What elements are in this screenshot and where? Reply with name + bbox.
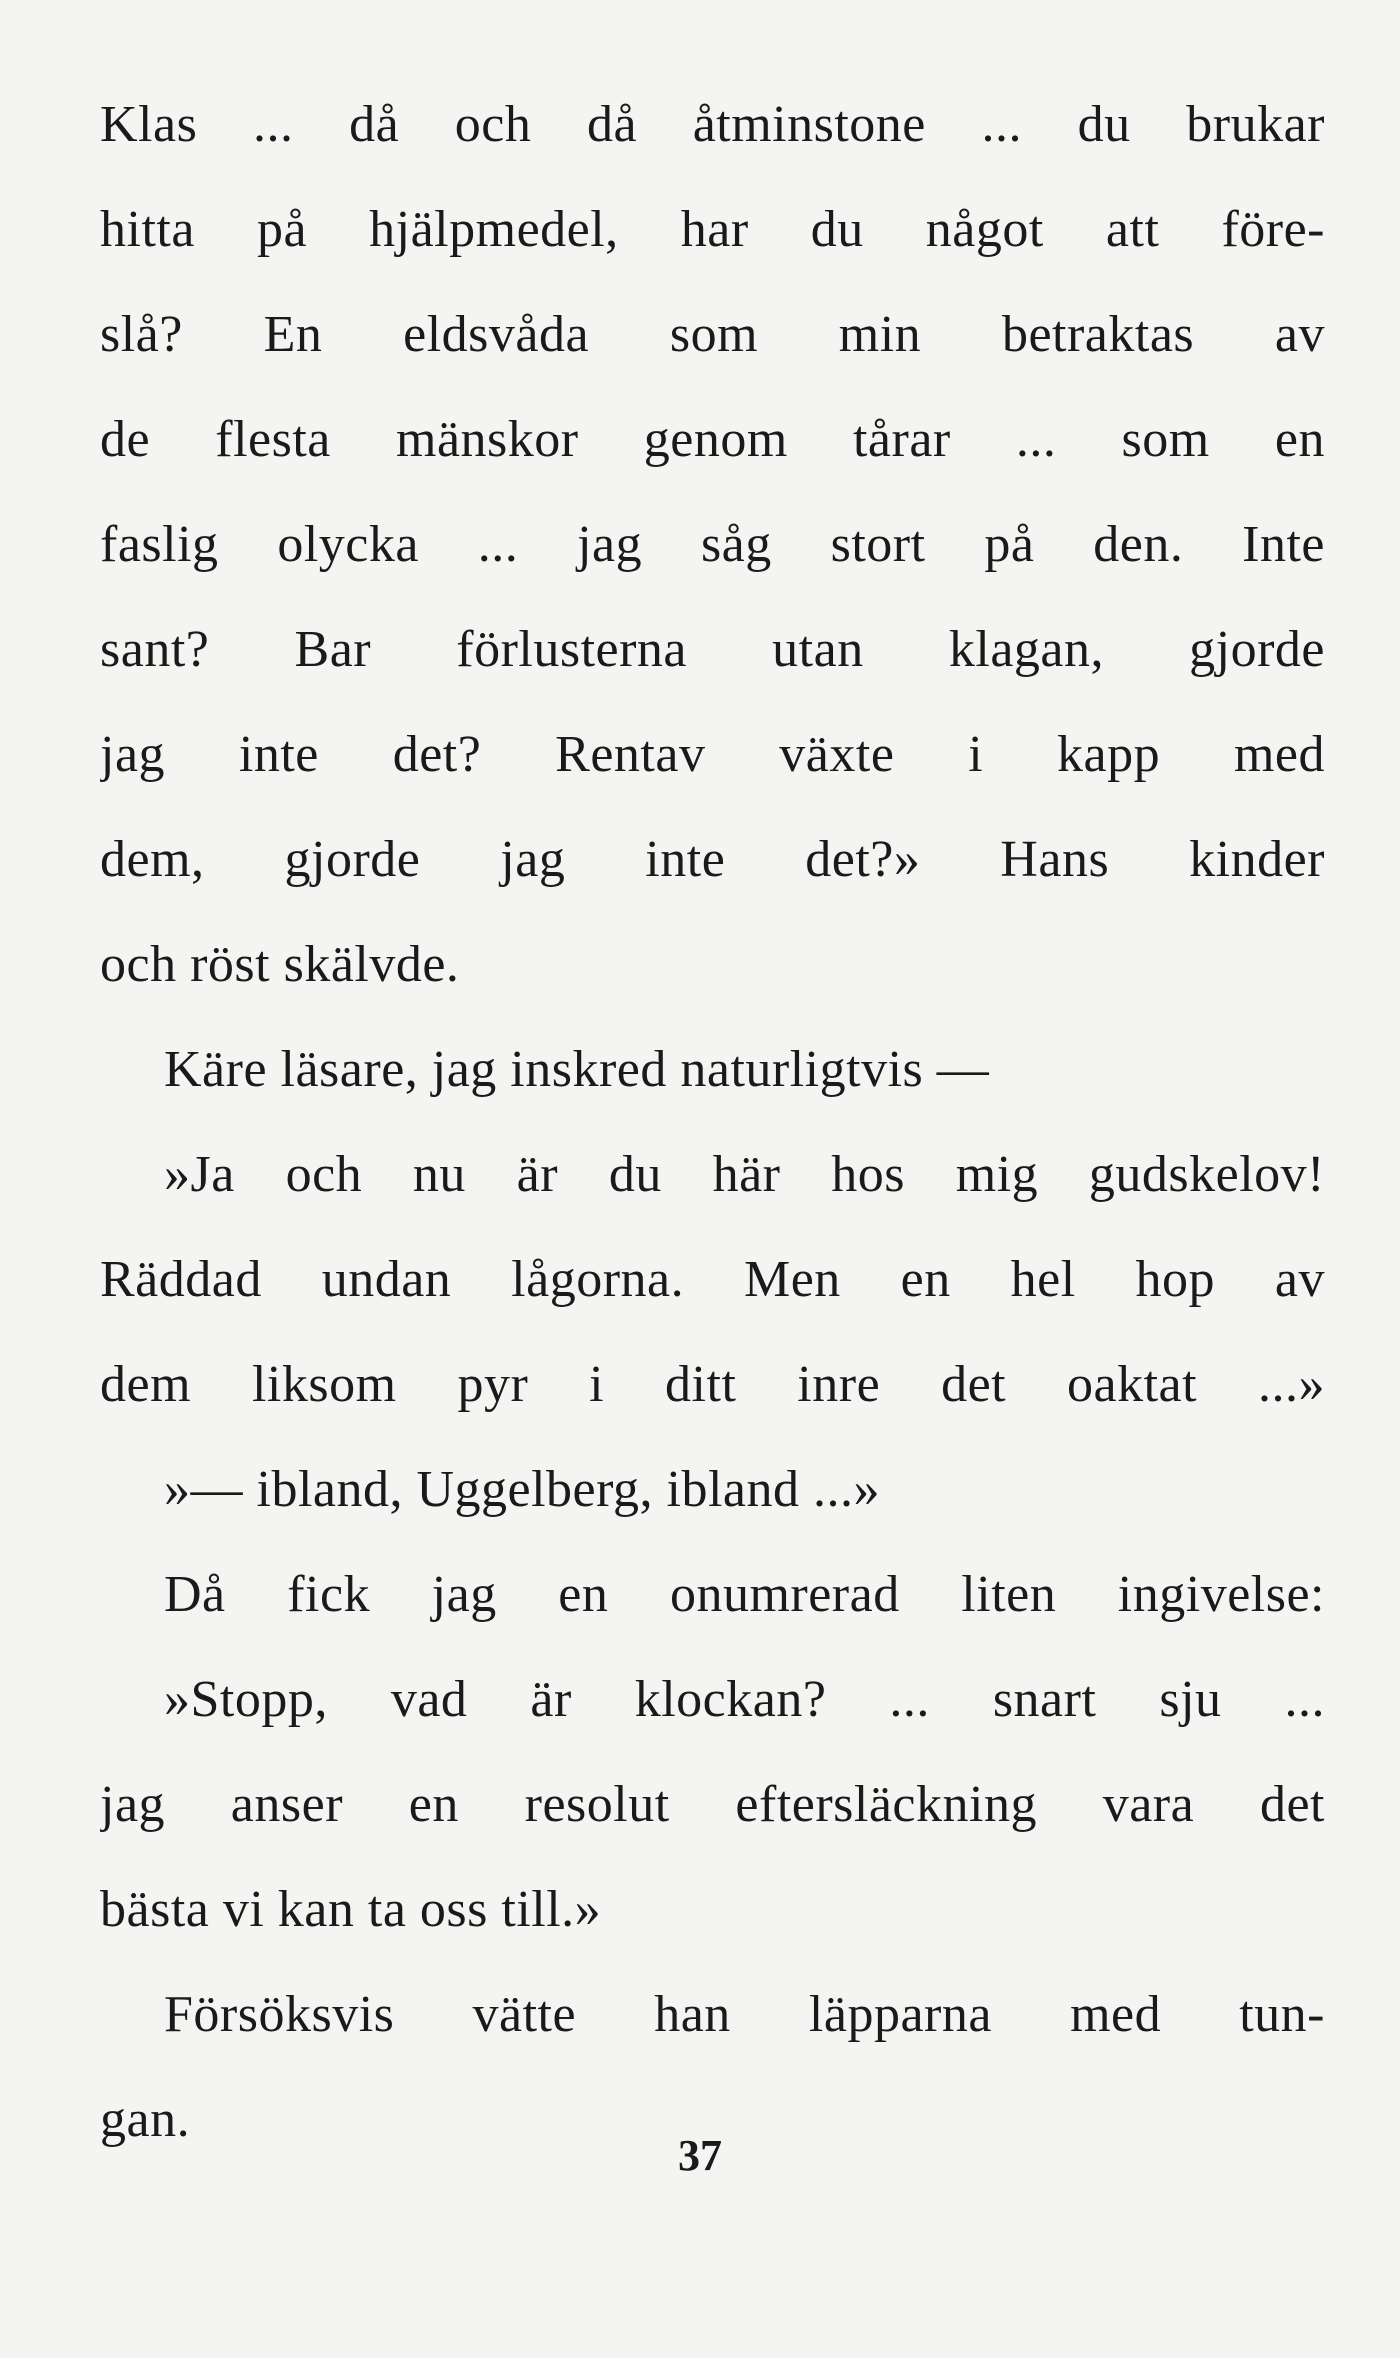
text-line: hitta på hjälpmedel, har du något att före- xyxy=(100,201,1325,258)
text-line: Klas ... då och då åtminstone ... du brukar xyxy=(100,96,1325,153)
text-line: »Ja och nu är du här hos mig gudskelov! xyxy=(164,1146,1325,1203)
text-line: jag inte det? Rentav växte i kapp med xyxy=(100,726,1325,783)
text-line: dem liksom pyr i ditt inre det oaktat ...» xyxy=(100,1356,1325,1413)
text-line: faslig olycka ... jag såg stort på den. Inte xyxy=(100,516,1325,573)
text-line: gan. xyxy=(100,2091,191,2148)
text-line: sant? Bar förlusterna utan klagan, gjorde xyxy=(100,621,1325,678)
text-line: dem, gjorde jag inte det?» Hans kinder xyxy=(100,831,1325,888)
page-number: 37 xyxy=(678,2131,722,2180)
text-line: jag anser en resolut eftersläckning vara det xyxy=(100,1776,1325,1833)
body-text xyxy=(100,72,1325,2172)
text-line: »— ibland, Uggelberg, ibland ...» xyxy=(164,1461,880,1518)
text-line: de flesta mänskor genom tårar ... som en xyxy=(100,411,1325,468)
text-line: »Stopp, vad är klockan? ... snart sju ... xyxy=(164,1671,1325,1728)
text-line: Räddad undan lågorna. Men en hel hop av xyxy=(100,1251,1325,1308)
text-line: och röst skälvde. xyxy=(100,936,460,993)
text-line: Försöksvis vätte han läpparna med tun- xyxy=(164,1986,1325,2043)
text-line: slå? En eldsvåda som min betraktas av xyxy=(100,306,1325,363)
text-line: Då fick jag en onumrerad liten ingivelse: xyxy=(164,1566,1325,1623)
text-line: bästa vi kan ta oss till.» xyxy=(100,1881,602,1938)
text-line: Käre läsare, jag inskred naturligtvis — xyxy=(164,1041,990,1098)
